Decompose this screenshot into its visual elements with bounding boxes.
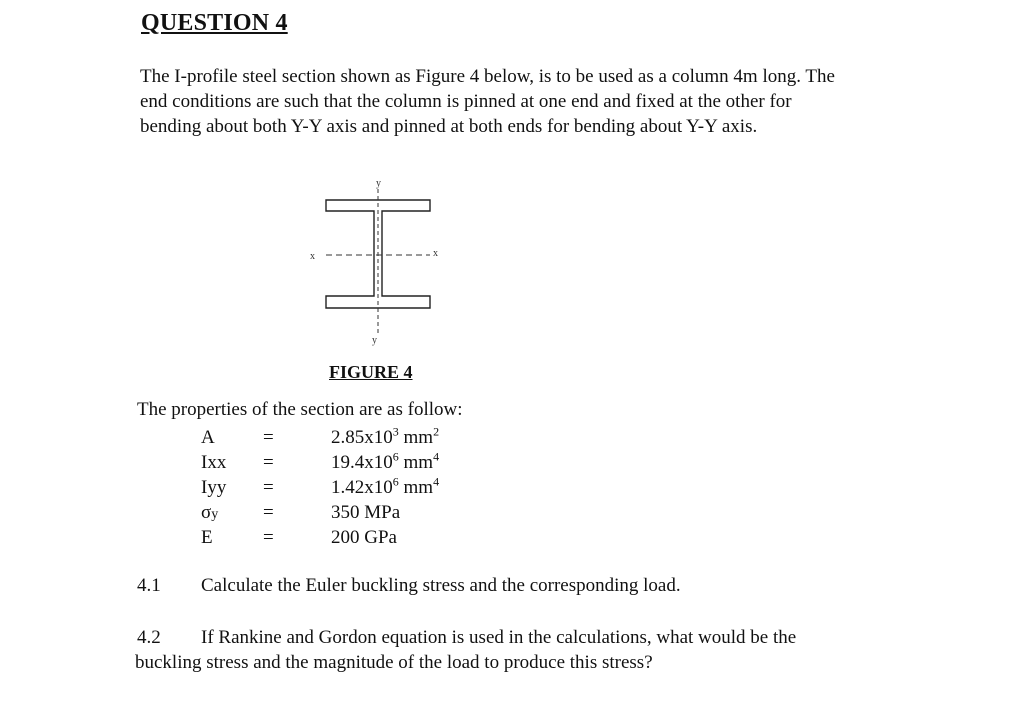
prop-eq-e: = xyxy=(263,527,274,548)
intro-line-3: bending about both Y-Y axis and pinned at both ends for bending about Y-Y axis. xyxy=(140,116,758,137)
question-title: QUESTION 4 xyxy=(141,10,288,36)
prop-val-sigma-y: 350 MPa xyxy=(331,502,401,523)
prop-eq-iyy: = xyxy=(263,477,274,498)
x-label-left: x xyxy=(310,251,315,262)
prop-name-area: A xyxy=(201,427,215,448)
prop-eq-ixx: = xyxy=(263,452,274,473)
prop-eq-sigma-y: = xyxy=(263,502,274,523)
properties-intro: The properties of the section are as follow: xyxy=(137,399,463,420)
prop-eq-area: = xyxy=(263,427,274,448)
subq-4-2-text-cont: buckling stress and the magnitude of the load to produce this stress? xyxy=(135,652,653,673)
subq-4-2-text: If Rankine and Gordon equation is used in the calculations, what would be the xyxy=(201,627,797,648)
intro-line-2: end conditions are such that the column is pinned at one end and fixed at the other for xyxy=(140,91,792,112)
y-label-bottom: y xyxy=(372,335,377,346)
i-section-figure xyxy=(300,175,460,350)
prop-name-iyy: Iyy xyxy=(201,477,227,498)
prop-val-e: 200 GPa xyxy=(331,527,397,548)
prop-name-sigma-y: σy xyxy=(201,502,219,523)
subq-4-1-number: 4.1 xyxy=(137,575,161,596)
prop-val-ixx: $19.4x10^6$ $mm^4$ xyxy=(331,449,440,473)
prop-name-e: E xyxy=(201,527,213,548)
subq-4-1-text: Calculate the Euler buckling stress and the corresponding load. xyxy=(201,575,681,596)
prop-name-ixx: Ixx xyxy=(201,452,227,473)
subq-4-2-number: 4.2 xyxy=(137,627,161,648)
prop-val-iyy: $1.42x10^6$ $mm^4$ xyxy=(331,474,440,498)
prop-val-area: $2.85x10^3$ $mm^2$ xyxy=(331,424,440,448)
intro-line-1: The I-profile steel section shown as Figure 4 below, is to be used as a column 4m long. The xyxy=(140,66,835,87)
x-label-right: x xyxy=(433,248,438,259)
figure-caption: FIGURE 4 xyxy=(329,362,413,382)
y-label-top: y xyxy=(376,178,381,189)
